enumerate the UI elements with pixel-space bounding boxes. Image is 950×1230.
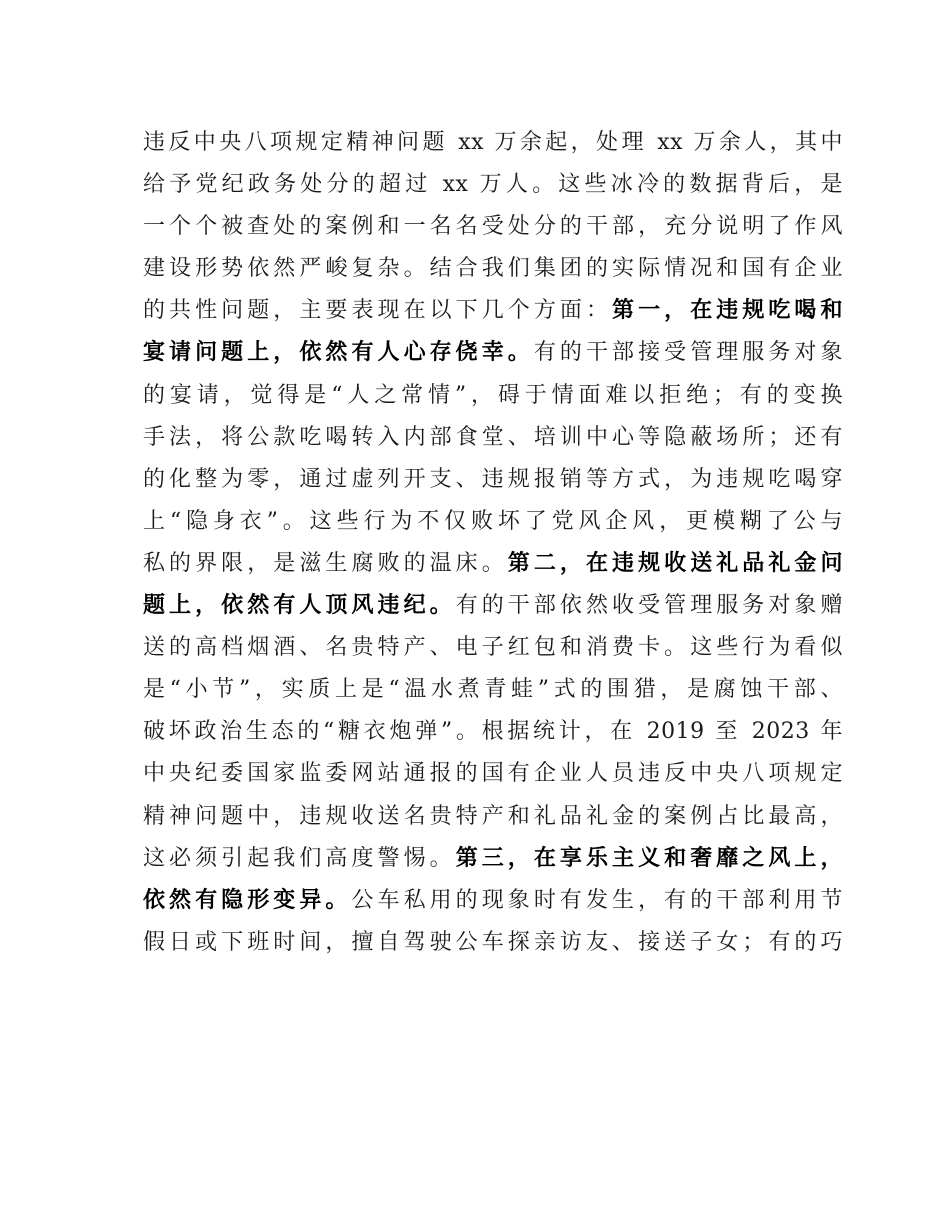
text-line (143, 711, 843, 753)
paragraph-text: 破坏政治生态的“糖衣炮弹”。根据统计，在 2019 至 2023 年 (143, 719, 843, 745)
text-line (143, 669, 843, 711)
paragraph-text: 有的干部依然收受管理服务对象赠 (455, 593, 843, 619)
text-line (143, 164, 843, 206)
paragraph-text: 的共性问题，主要表现在以下几个方面： (143, 298, 613, 324)
paragraph-text: 私的界限，是滋生腐败的温床。 (143, 550, 508, 576)
paragraph-text: 建设形势依然严峻复杂。结合我们集团的实际情况和国有企业 (143, 256, 843, 282)
text-line (143, 922, 843, 964)
bold-heading-text: 第一，在违规吃喝和 (612, 298, 843, 324)
text-line (143, 332, 843, 374)
body-text (143, 122, 843, 964)
paragraph-text: 的宴请，觉得是“人之常情”，碍于情面难以拒绝；有的变换 (143, 382, 843, 408)
paragraph-text: 这必须引起我们高度警惕。 (143, 845, 456, 871)
text-line (143, 543, 843, 585)
text-line (143, 585, 843, 627)
text-line (143, 122, 843, 164)
text-line (143, 501, 843, 543)
text-line (143, 838, 843, 880)
paragraph-text: 给予党纪政务处分的超过 xx 万人。这些冰冷的数据背后，是 (143, 172, 843, 198)
paragraph-text: 上“隐身衣”。这些行为不仅败坏了党风企风，更模糊了公与 (143, 508, 843, 534)
text-line (143, 375, 843, 417)
paragraph-text: 假日或下班时间，擅自驾驶公车探亲访友、接送子女；有的巧 (143, 929, 843, 955)
paragraph-text: 违反中央八项规定精神问题 xx 万余起，处理 xx 万余人，其中 (143, 130, 843, 155)
paragraph-text: 的化整为零，通过虚列开支、违规报销等方式，为违规吃喝穿 (143, 466, 843, 492)
paragraph-text: 送的高档烟酒、名贵特产、电子红包和消费卡。这些行为看似 (143, 635, 843, 661)
text-line (143, 290, 843, 332)
paragraph-text: 手法，将公款吃喝转入内部食堂、培训中心等隐蔽场所；还有 (143, 424, 843, 450)
paragraph-text: 一个个被查处的案例和一名名受处分的干部，充分说明了作风 (143, 214, 843, 240)
text-line (143, 417, 843, 459)
bold-heading-text: 题上，依然有人顶风违纪。 (143, 593, 456, 619)
bold-heading-text: 宴请问题上，依然有人心存侥幸。 (143, 340, 534, 366)
paragraph-text: 精神问题中，违规收送名贵特产和礼品礼金的案例占比最高， (143, 803, 843, 829)
paragraph-text: 公车私用的现象时有发生，有的干部利用节 (351, 887, 843, 913)
text-line (143, 206, 843, 248)
text-line (143, 753, 843, 795)
paragraph-text: 中央纪委国家监委网站通报的国有企业人员违反中央八项规定 (143, 761, 843, 787)
text-line (143, 880, 843, 922)
paragraph-text: 是“小节”，实质上是“温水煮青蛙”式的围猎，是腐蚀干部、 (143, 677, 843, 703)
paragraph-text: 有的干部接受管理服务对象 (533, 340, 843, 366)
bold-heading-text: 依然有隐形变异。 (143, 887, 352, 913)
text-line (143, 796, 843, 838)
text-line (143, 627, 843, 669)
text-line (143, 459, 843, 501)
bold-heading-text: 第三，在享乐主义和奢靡之风上， (455, 845, 843, 871)
bold-heading-text: 第二，在违规收送礼品礼金问 (507, 550, 843, 576)
text-line (143, 248, 843, 290)
